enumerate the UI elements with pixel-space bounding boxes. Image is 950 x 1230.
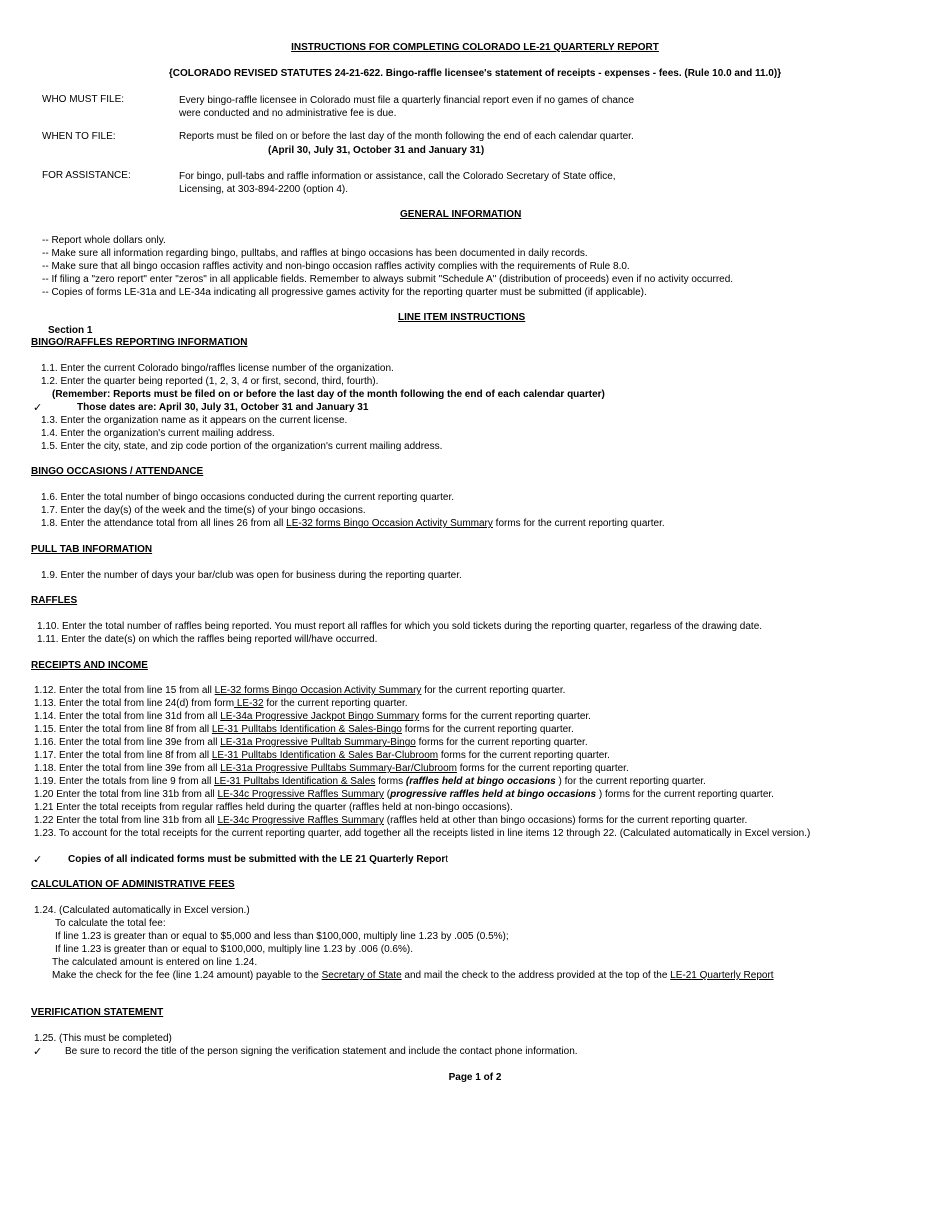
form-reference: LE-31a Progressive Pulltabs Summary-Bar/Clubroom (220, 763, 457, 774)
line-text: 1.16. Enter the total from line 39e from all (34, 737, 221, 748)
line-1-7: 1.7. Enter the day(s) of the week and the time(s) of your bingo occasions. (41, 505, 366, 516)
copies-note-text: Copies of all indicated forms must be submitted with the LE 21 Quarterly Repor (68, 854, 446, 865)
line-text: ( (383, 789, 391, 800)
line-1-23: 1.23. To account for the total receipts for the current reporting quarter, add together all the receipts listed in line items 12 through 22. (Calculated automatically in Excel version.) (34, 828, 811, 839)
line-text: 1.12. Enter the total from line 15 from all (34, 685, 215, 696)
line-1-9: 1.9. Enter the number of days your bar/club was open for business during the reporting quarter. (41, 570, 462, 581)
line-1-16 (34, 737, 588, 748)
statute-reference: {COLORADO REVISED STATUTES 24-21-622. Bingo-raffle licensee's statement of receipts - expenses - fees. (Rule 10.0 and 11.0)} (168, 68, 782, 79)
form-reference: LE-32 forms Bingo Occasion Activity Summary (286, 518, 493, 529)
general-item: -- Report whole dollars only. (42, 235, 166, 246)
assistance-label: FOR ASSISTANCE: (42, 170, 131, 181)
line-1-8 (41, 518, 665, 529)
assist-line-1: For bingo, pull-tabs and raffle information or assistance, call the Colorado Secretary of State office, (179, 171, 616, 182)
line-text: 1.22 Enter the total from line 31b from all (34, 815, 218, 826)
raffles-heading: RAFFLES (31, 595, 78, 606)
pulltab-heading: PULL TAB INFORMATION (31, 544, 153, 555)
line-1-22 (34, 815, 747, 826)
form-reference: LE-21 Quarterly Report (670, 970, 774, 981)
line-text: 1.20 Enter the total from line 31b from all (34, 789, 218, 800)
line-text: ) for the current reporting quarter. (555, 776, 706, 787)
line-1-6: 1.6. Enter the total number of bingo occasions conducted during the current reporting quarter. (41, 492, 455, 503)
check-icon: ✓ (33, 402, 43, 414)
assistance-text (179, 170, 616, 196)
line-1-11: 1.11. Enter the date(s) on which the raffles being reported will/have occurred. (37, 634, 378, 645)
line-1-5: 1.5. Enter the city, state, and zip code portion of the organization's current mailing address. (41, 441, 443, 452)
line-text: for the current reporting quarter. (421, 685, 566, 696)
general-item: -- Copies of forms LE-31a and LE-34a indicating all progressive games activity for the reporting quarter must be submitted (if applicable). (42, 287, 647, 298)
line-text: Make the check for the fee (line 1.24 amount) payable to the (52, 970, 322, 981)
form-reference: LE-34c Progressive Raffles Summary (217, 789, 384, 800)
line-1-20 (34, 789, 774, 800)
line-1-21: 1.21 Enter the total receipts from regular raffles held during the quarter (raffles held at non-bingo occasions). (34, 802, 513, 813)
line-1-10: 1.10. Enter the total number of raffles being reported. You must report all raffles for which you sold tickets during the reporting quarter, regarless of the drawing date. (37, 621, 763, 632)
fee-rule-2: If line 1.23 is greater than or equal to $100,000, multiply line 1.23 by .006 (0.6%). (55, 944, 413, 955)
verification-note: Be sure to record the title of the person signing the verification statement and include the contact phone information. (65, 1046, 578, 1057)
check-icon: ✓ (33, 1046, 43, 1058)
who-line-1: Every bingo-raffle licensee in Colorado must file a quarterly financial report even if no games of chance (179, 95, 635, 106)
who-must-file-text (179, 94, 634, 120)
general-info-heading: GENERAL INFORMATION (400, 209, 522, 220)
line-1-4: 1.4. Enter the organization's current mailing address. (41, 428, 275, 439)
filing-dates: Those dates are: April 30, July 31, October 31 and January 31 (77, 402, 369, 413)
payee-reference: Secretary of State (321, 970, 402, 981)
line-text: (raffles held at other than bingo occasions) forms for the current reporting quarter. (383, 815, 748, 826)
when-dates: (April 30, July 31, October 31 and January 31) (268, 145, 485, 156)
when-line-1: Reports must be filed on or before the last day of the month following the end of each calendar quarter. (179, 131, 634, 142)
line-text: forms for the current reporting quarter. (492, 518, 665, 529)
form-reference: LE-34a Progressive Jackpot Bingo Summary (220, 711, 420, 722)
line-text: 1.15. Enter the total from line 8f from all (34, 724, 212, 735)
form-reference: LE-31a Progressive Pulltab Summary-Bingo (220, 737, 416, 748)
line-text: and mail the check to the address provided at the top of the (401, 970, 671, 981)
line-1-3: 1.3. Enter the organization name as it appears on the current license. (41, 415, 348, 426)
line-text: 1.18. Enter the total from line 39e from all (34, 763, 221, 774)
line-1-1: 1.1. Enter the current Colorado bingo/raffles license number of the organization. (41, 363, 394, 374)
line-text: 1.13. Enter the total from line 24(d) from form (34, 698, 235, 709)
copies-note-tail: t (445, 854, 449, 865)
line-1-25: 1.25. (This must be completed) (34, 1033, 172, 1044)
line-text: forms (375, 776, 406, 787)
general-item: -- If filing a "zero report" enter "zeros" in all applicable fields. Remember to always submit "Schedule A" (distribution of proceeds) even if no activity occurred. (42, 274, 734, 285)
line-1-14 (34, 711, 591, 722)
line-text: 1.19. Enter the totals from line 9 from all (34, 776, 215, 787)
line-1-15 (34, 724, 574, 735)
admin-fees-heading: CALCULATION OF ADMINISTRATIVE FEES (31, 879, 235, 890)
line-item-heading: LINE ITEM INSTRUCTIONS (398, 312, 526, 323)
fee-rule-1: If line 1.23 is greater than or equal to $5,000 and less than $100,000, multiply line 1.23 by .005 (0.5%); (55, 931, 509, 942)
line-1-19 (34, 776, 706, 787)
section-1-label: Section 1 (48, 325, 93, 336)
form-reference: LE-32 forms Bingo Occasion Activity Summary (214, 685, 422, 696)
line-text: forms for the current reporting quarter. (456, 763, 629, 774)
line-text: forms for the current reporting quarter. (438, 750, 610, 761)
emphasis-text: progressive raffles held at bingo occasions (390, 789, 597, 800)
emphasis-text: (raffles held at bingo occasions (405, 776, 556, 787)
who-must-file-label: WHO MUST FILE: (42, 94, 125, 105)
line-1-2: 1.2. Enter the quarter being reported (1, 2, 3, 4 or first, second, third, fourth). (41, 376, 379, 387)
remember-note: (Remember: Reports must be filed on or before the last day of the month following the end of each calendar quarter) (52, 389, 605, 400)
line-1-12 (34, 685, 565, 696)
line-1-13 (34, 698, 408, 709)
line-1-18 (34, 763, 629, 774)
check-icon: ✓ (33, 854, 43, 866)
copies-note (68, 854, 448, 865)
occasions-heading: BINGO OCCASIONS / ATTENDANCE (31, 466, 204, 477)
when-to-file-label: WHEN TO FILE: (42, 131, 116, 142)
line-1-17 (34, 750, 610, 761)
general-item: -- Make sure that all bingo occasion raffles activity and non-bingo occasion raffles activity complies with the requirements of Rule 8.0. (42, 261, 630, 272)
line-text: forms for the current reporting quarter. (419, 711, 591, 722)
form-reference: LE-32 (234, 698, 264, 709)
line-text: forms for the current reporting quarter. (402, 724, 574, 735)
form-reference: LE-31 Pulltabs Identification & Sales Bar-Clubroom (211, 750, 439, 761)
line-text: forms for the current reporting quarter. (415, 737, 588, 748)
page-title: INSTRUCTIONS FOR COMPLETING COLORADO LE-21 QUARTERLY REPORT (291, 42, 659, 53)
calc-intro: To calculate the total fee: (55, 918, 166, 929)
general-item: -- Make sure all information regarding bingo, pulltabs, and raffles at bingo occasions has been documented in daily records. (42, 248, 588, 259)
line-text: ) forms for the current reporting quarter. (596, 789, 774, 800)
assist-line-2: Licensing, at 303-894-2200 (option 4). (179, 184, 349, 195)
calc-entered: The calculated amount is entered on line 1.24. (52, 957, 258, 968)
section-1-heading: BINGO/RAFFLES REPORTING INFORMATION (31, 337, 248, 348)
form-reference: LE-34c Progressive Raffles Summary (217, 815, 384, 826)
form-reference: LE-31 Pulltabs Identification & Sales-Bingo (211, 724, 402, 735)
line-text: 1.17. Enter the total from line 8f from all (34, 750, 212, 761)
receipts-heading: RECEIPTS AND INCOME (31, 660, 148, 671)
general-info-list (42, 234, 733, 299)
form-reference: LE-31 Pulltabs Identification & Sales (214, 776, 376, 787)
verification-heading: VERIFICATION STATEMENT (31, 1007, 164, 1018)
who-line-2: were conducted and no administrative fee is due. (179, 108, 397, 119)
page-number: Page 1 of 2 (448, 1072, 502, 1083)
check-payable-line (52, 970, 774, 981)
line-text: 1.14. Enter the total from line 31d from all (34, 711, 221, 722)
line-text: 1.8. Enter the attendance total from all lines 26 from all (41, 518, 287, 529)
line-text: for the current reporting quarter. (263, 698, 408, 709)
line-1-24: 1.24. (Calculated automatically in Excel version.) (34, 905, 250, 916)
